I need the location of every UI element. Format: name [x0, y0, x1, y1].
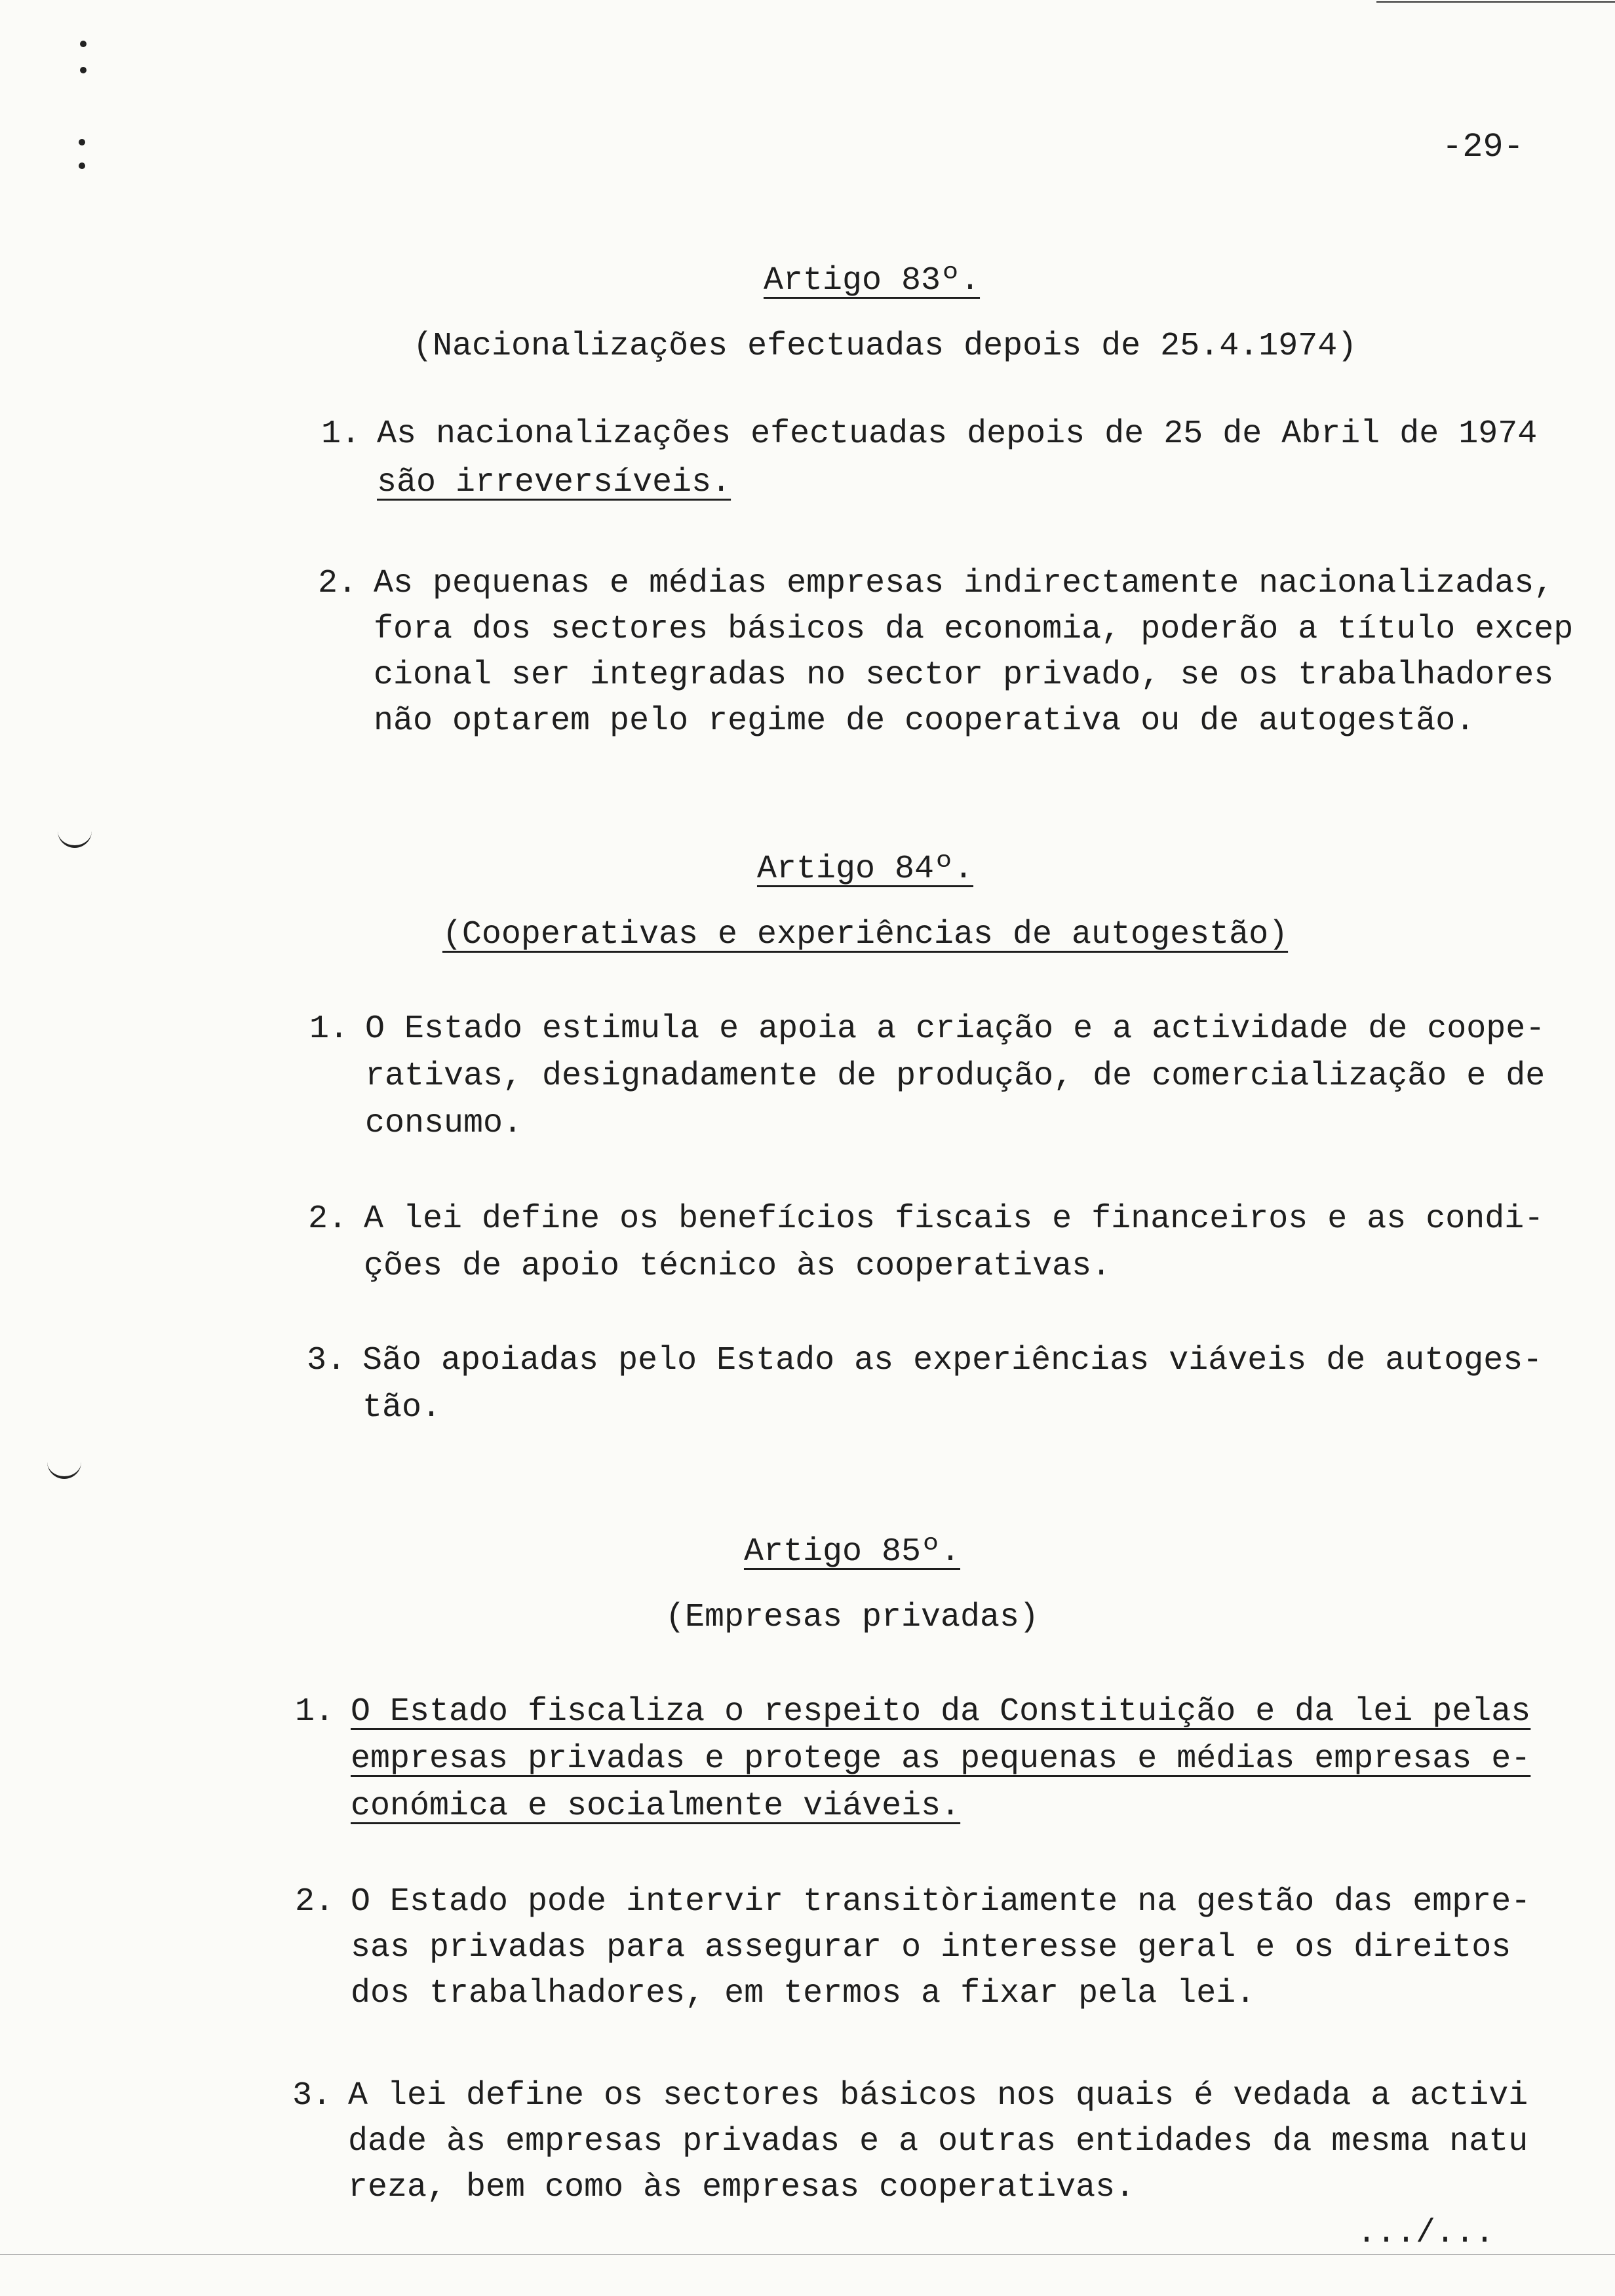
text-line: As nacionalizações efectuadas depois de 25 de Abril de 1974: [377, 415, 1538, 453]
article-title: Artigo 85º.: [743, 1533, 961, 1571]
article-subtitle: (Empresas privadas): [665, 1599, 1040, 1636]
text-line: A lei define os benefícios fiscais e financeiros e as condi-: [364, 1200, 1544, 1238]
text-line: são irreversíveis.: [377, 464, 731, 501]
bottom-rule: [0, 2254, 1615, 2255]
text-line: consumo.: [365, 1105, 523, 1142]
binder-dot: [79, 139, 85, 145]
text-line: dade às empresas privadas e a outras entidades da mesma natu: [348, 2123, 1528, 2160]
paragraph-number: 2.: [308, 1200, 348, 1238]
text-line: sas privadas para assegurar o interesse geral e os direitos: [351, 1929, 1511, 1966]
text-line: conómica e socialmente viáveis.: [351, 1788, 961, 1825]
paragraph-number: 3.: [292, 2077, 332, 2114]
binder-dot: [80, 41, 87, 47]
paragraph-number: 1.: [321, 415, 361, 453]
text-line: As pequenas e médias empresas indirectamente nacionalizadas,: [374, 565, 1554, 602]
text-line: O Estado pode intervir transitòriamente na gestão das empre-: [351, 1883, 1531, 1921]
text-line: tão.: [362, 1389, 442, 1426]
paragraph-number: 2.: [318, 565, 358, 602]
text-line: fora dos sectores básicos da economia, poderão a título excep: [374, 611, 1574, 648]
paragraph-number: 3.: [307, 1342, 347, 1379]
text-line: rativas, designadamente de produção, de comercialização e de: [365, 1058, 1546, 1095]
paragraph-number: 2.: [295, 1883, 335, 1921]
paragraph-number: 1.: [309, 1010, 349, 1048]
text-line: empresas privadas e protege as pequenas e médias empresas e-: [351, 1740, 1531, 1778]
binder-dot: [79, 163, 85, 169]
article-subtitle: (Cooperativas e experiências de autogestão): [442, 916, 1289, 953]
text-line: O Estado estimula e apoia a criação e a actividade de coope-: [365, 1010, 1546, 1048]
article-title: Artigo 84º.: [756, 851, 974, 888]
article-subtitle: (Nacionalizações efectuadas depois de 25.4.1974): [413, 328, 1357, 365]
article-title: Artigo 83º.: [763, 262, 981, 299]
continuation-mark: .../...: [1357, 2215, 1495, 2252]
text-line: São apoiadas pelo Estado as experiências viáveis de autoges-: [362, 1342, 1543, 1379]
text-line: não optarem pelo regime de cooperativa ou de autogestão.: [374, 702, 1475, 740]
binder-dot: [80, 67, 87, 73]
text-line: reza, bem como às empresas cooperativas.: [348, 2169, 1135, 2206]
paragraph-number: 1.: [295, 1693, 335, 1731]
margin-mark: [47, 1458, 81, 1479]
top-rule: [1376, 1, 1615, 3]
page-number: -29-: [1442, 128, 1524, 166]
margin-mark: [58, 827, 92, 848]
text-line: dos trabalhadores, em termos a fixar pela lei.: [351, 1975, 1256, 2012]
text-line: A lei define os sectores básicos nos quais é vedada a activi: [348, 2077, 1528, 2114]
text-line: O Estado fiscaliza o respeito da Constituição e da lei pelas: [351, 1693, 1531, 1731]
text-line: ções de apoio técnico às cooperativas.: [364, 1248, 1112, 1285]
text-line: cional ser integradas no sector privado, se os trabalhadores: [374, 657, 1554, 694]
